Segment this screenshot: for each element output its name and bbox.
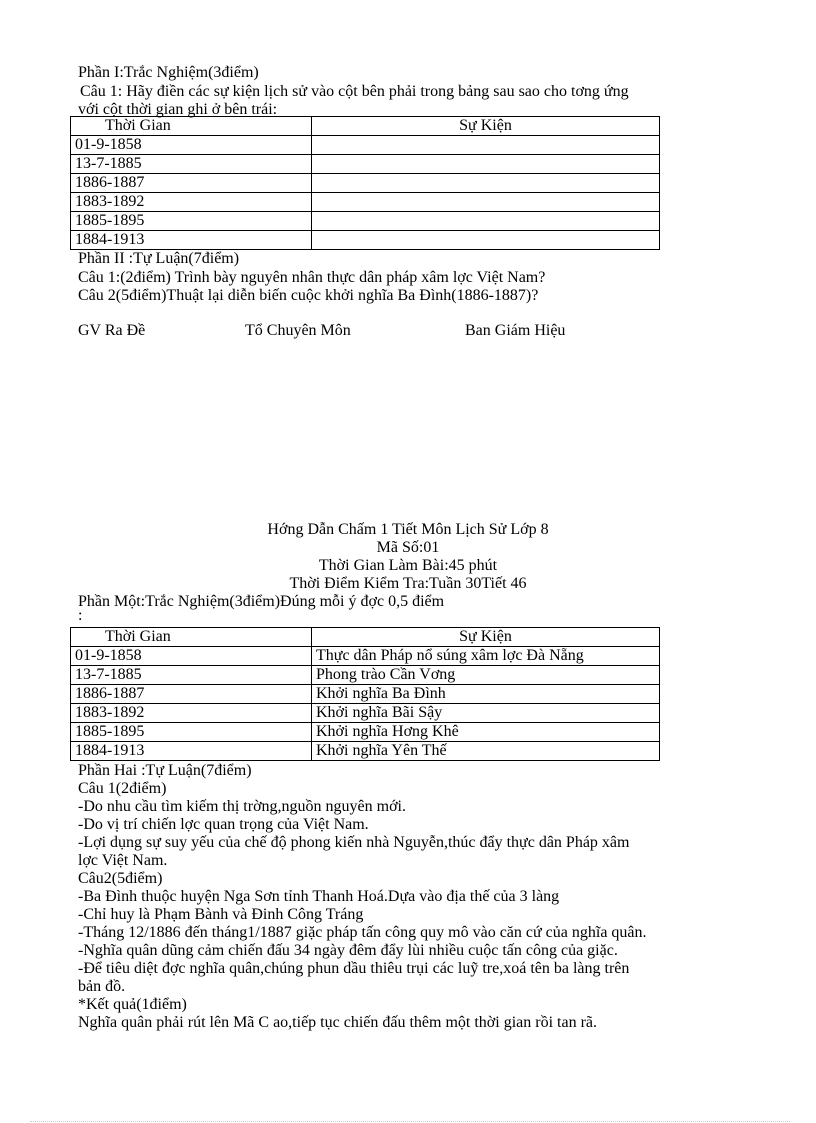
answer-c2-item: -Ba Đình thuộc huyện Nga Sơn tỉnh Thanh Hoá.Dựa vào địa thế của 3 làng (78, 888, 560, 905)
table-header-row (71, 117, 660, 136)
time-cell: 1886-1887 (71, 174, 312, 193)
answer-part1-title: Phần Một:Trắc Nghiệm(3điểm)Đúng mỗi ý đợc 0,5 điểm (78, 593, 445, 610)
event-cell-blank (312, 174, 660, 193)
part1-title: Phần I:Trắc Nghiệm(3điểm) (78, 64, 259, 81)
time-cell: 01-9-1858 (71, 647, 312, 666)
signature-board: Ban Giám Hiệu (465, 322, 566, 339)
time-cell: 01-9-1858 (71, 136, 312, 155)
answer-c1-title: Câu 1(2điểm) (78, 780, 167, 797)
event-cell: Khởi nghĩa Ba Đình (312, 685, 660, 704)
table-row (71, 231, 660, 250)
time-cell: 1884-1913 (71, 742, 312, 761)
event-cell: Thực dân Pháp nổ súng xâm lợc Đà Nẵng (312, 647, 660, 666)
question1-line1: Câu 1: Hãy điền các sự kiện lịch sử vào cột bên phải trong bảng sau sao cho tơng ứng (80, 83, 629, 100)
answer-c1-item: -Do nhu cầu tìm kiếm thị trờng,nguồn nguyên mới. (78, 798, 406, 815)
time-cell: 1885-1895 (71, 723, 312, 742)
answer-c2-item: -Chỉ huy là Phạm Bành và Đinh Công Tráng (78, 906, 364, 923)
answer-table (70, 627, 660, 761)
answer-result-text: Nghĩa quân phải rút lên Mã C ao,tiếp tục chiến đấu thêm một thời gian rồi tan rã. (78, 1014, 597, 1031)
event-cell: Khởi nghĩa Yên Thế (312, 742, 660, 761)
table-row (71, 742, 660, 761)
question1-line2: với cột thời gian ghi ở bên trái: (78, 101, 278, 118)
page-bottom-divider (30, 1121, 790, 1122)
answer-c1-item: lợc Việt Nam. (78, 852, 168, 869)
event-cell: Khởi nghĩa Bãi Sậy (312, 704, 660, 723)
answer-c1-item: -Lợi dụng sự suy yếu của chế độ phong kiến nhà Nguyễn,thúc đẩy thực dân Pháp xâm (78, 834, 630, 851)
time-cell: 1883-1892 (71, 193, 312, 212)
table-row (71, 174, 660, 193)
event-cell-blank (312, 136, 660, 155)
answer-c2-item: -Để tiêu diệt đợc nghĩa quân,chúng phun dầu thiêu trụi các luỹ tre,xoá tên ba làng trên (78, 960, 630, 977)
time-cell: 13-7-1885 (71, 155, 312, 174)
essay-question-1: Câu 1:(2điểm) Trình bày nguyên nhân thực dân pháp xâm lợc Việt Nam? (78, 269, 546, 286)
essay-question-2: Câu 2(5điểm)Thuật lại diễn biến cuộc khởi nghĩa Ba Đình(1886-1887)? (78, 287, 539, 304)
answer-c2-item: bản đồ. (78, 978, 126, 995)
signature-department: Tổ Chuyên Môn (245, 322, 351, 339)
answer-colon: : (78, 607, 83, 624)
time-cell: 1884-1913 (71, 231, 312, 250)
event-cell: Khởi nghĩa Hơng Khê (312, 723, 660, 742)
table-row (71, 666, 660, 685)
answer-code: Mã Số:01 (376, 539, 440, 556)
part2-title: Phần II :Tự Luận(7điểm) (78, 250, 240, 267)
header-time: Thời Gian (71, 628, 312, 647)
event-cell-blank (312, 212, 660, 231)
table-row (71, 704, 660, 723)
event-cell-blank (312, 155, 660, 174)
answer-c2-item: -Nghĩa quân dũng cảm chiến đấu 34 ngày đêm đẩy lùi nhiều cuộc tấn công của giặc. (78, 942, 618, 959)
table-row (71, 193, 660, 212)
time-cell: 1885-1895 (71, 212, 312, 231)
header-event: Sự Kiện (312, 628, 660, 647)
table-row (71, 723, 660, 742)
table-row (71, 136, 660, 155)
answer-result-title: *Kết quả(1điểm) (78, 996, 187, 1013)
table-row (71, 155, 660, 174)
exam-table (70, 116, 660, 250)
time-cell: 1883-1892 (71, 704, 312, 723)
table-row (71, 212, 660, 231)
header-time: Thời Gian (71, 117, 312, 136)
answer-title: Hớng Dẫn Chấm 1 Tiết Môn Lịch Sử Lớp 8 (267, 521, 549, 538)
event-cell-blank (312, 231, 660, 250)
answer-schedule: Thời Điểm Kiểm Tra:Tuần 30Tiết 46 (289, 575, 527, 592)
signature-teacher: GV Ra Đề (78, 322, 146, 339)
answer-c2-title: Câu2(5điểm) (78, 870, 163, 887)
answer-part2-title: Phần Hai :Tự Luận(7điểm) (78, 762, 252, 779)
table-row (71, 647, 660, 666)
table-row (71, 685, 660, 704)
answer-duration: Thời Gian Làm Bài:45 phút (318, 557, 498, 574)
header-event: Sự Kiện (312, 117, 660, 136)
time-cell: 1886-1887 (71, 685, 312, 704)
answer-c1-item: -Do vị trí chiến lợc quan trọng của Việt Nam. (78, 816, 369, 833)
event-cell: Phong trào Cần Vơng (312, 666, 660, 685)
answer-c2-item: -Tháng 12/1886 đến tháng1/1887 giặc pháp tấn công quy mô vào căn cứ của nghĩa quân. (78, 924, 647, 941)
time-cell: 13-7-1885 (71, 666, 312, 685)
table-header-row (71, 628, 660, 647)
event-cell-blank (312, 193, 660, 212)
